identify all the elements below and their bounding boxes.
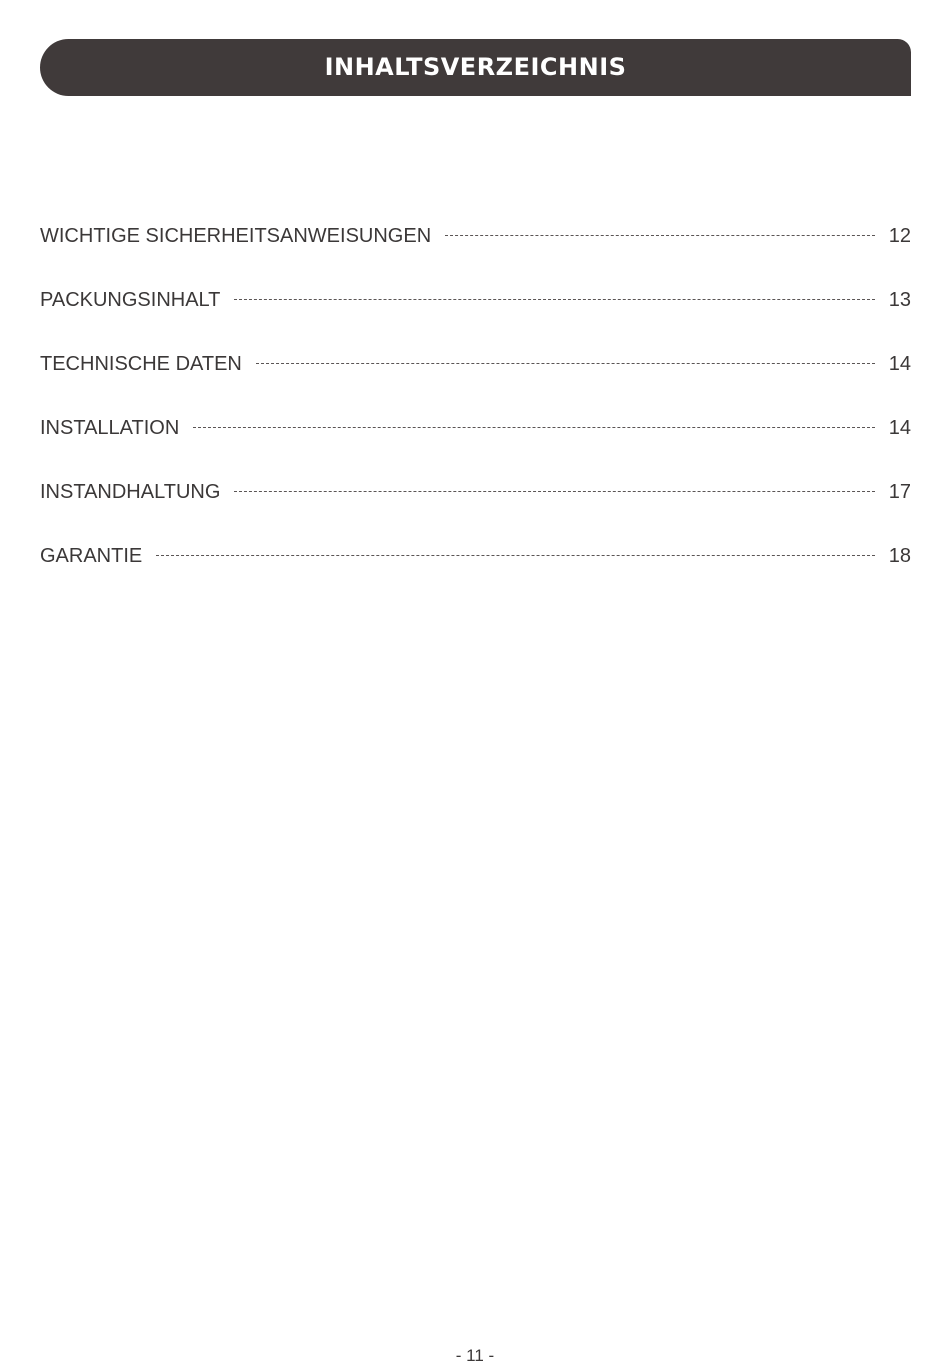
toc-dot-leader (234, 299, 874, 300)
toc-entry-page: 14 (888, 417, 911, 439)
toc-entry-page: 18 (888, 545, 911, 567)
toc-entry-page: 14 (888, 353, 911, 375)
toc-dot-leader (256, 363, 875, 364)
toc-entry-page: 17 (888, 481, 911, 503)
toc-entry-label: WICHTIGE SICHERHEITSANWEISUNGEN (40, 225, 432, 247)
toc-dot-leader (193, 427, 874, 428)
page-title: INHALTSVERZEICHNIS (324, 52, 627, 81)
toc-entry-page: 13 (888, 289, 911, 311)
table-of-contents (40, 225, 911, 609)
toc-entry-label: PACKUNGSINHALT (40, 289, 221, 311)
toc-entry-label: INSTALLATION (40, 417, 180, 439)
toc-entry-label: INSTANDHALTUNG (40, 481, 221, 503)
toc-dot-leader (445, 235, 875, 236)
toc-entry-label: GARANTIE (40, 545, 143, 567)
toc-entry-label: TECHNISCHE DATEN (40, 353, 242, 375)
toc-entry-maintenance[interactable] (40, 481, 911, 545)
toc-entry-safety[interactable] (40, 225, 911, 289)
toc-entry-page: 12 (888, 225, 911, 247)
toc-entry-installation[interactable] (40, 417, 911, 481)
toc-dot-leader (156, 555, 875, 556)
toc-entry-technical-data[interactable] (40, 353, 911, 417)
page-number: - 11 - (455, 1346, 495, 1365)
header-banner (40, 39, 911, 96)
toc-dot-leader (234, 491, 874, 492)
toc-entry-package-contents[interactable] (40, 289, 911, 353)
toc-entry-warranty[interactable] (40, 545, 911, 609)
